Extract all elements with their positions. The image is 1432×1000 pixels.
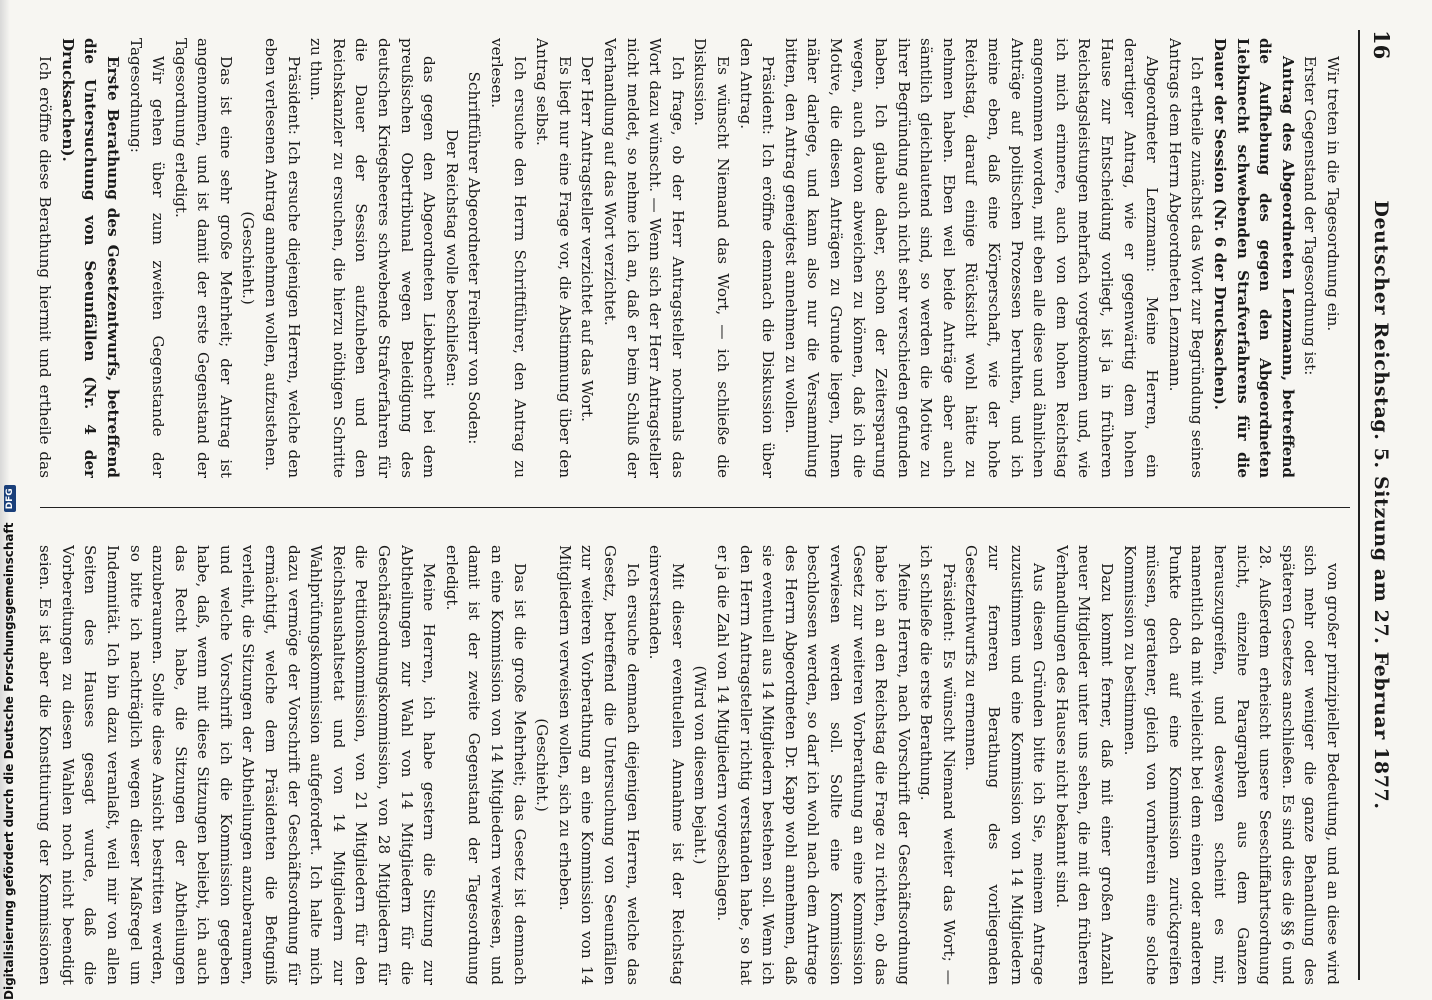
- paragraph: (Wird von diesem bejaht.): [691, 665, 710, 865]
- paragraph: Es liegt nur eine Frage vor, die Abstimmung über den Antrag selbst.: [533, 38, 574, 478]
- paragraph: Ich eröffne diese Berathung hiermit und ertheile das: [36, 56, 55, 478]
- right-column: [34, 545, 1344, 985]
- paragraph: Das ist die große Mehrheit; das Gesetz ist demnach an eine Kommission von 14 Mitgliedern verwiesen, und damit ist der zweite Gegenstand der Tagesordnung erledigt.: [442, 545, 529, 985]
- paragraph: Meine Herren, nach Vorschrift der Geschäftsordnung habe ich an den Reichstag die Frage zu richten, ob das Gesetz zur weiteren Vorberathung an eine Kommission verwiesen werden soll. Sollte eine Kommission beschlossen werden, so darf ich wohl nach dem Antrage des Herrn Abgeordneten Dr. Kapp wohl annehmen, daß sie eventuell aus 14 Mitgliedern bestehen soll. Wenn ich den Herrn Antragsteller richtig verstanden habe, so hat er ja die Zahl von 14 Mitgliedern vorgeschlagen.: [713, 545, 913, 985]
- paragraph: Es wünscht Niemand das Wort, — ich schließe die Diskussion.: [691, 38, 732, 478]
- column-divider: [40, 507, 1350, 508]
- printed-page: [16, 0, 1416, 1000]
- paragraph: (Geschieht.): [533, 718, 552, 812]
- paragraph: Ich ersuche demnach diejenigen Herren, welche das Gesetz, betreffend die Untersuchung von Seeunfällen zur weiteren Vorberathung an eine Kommission von 14 Mitgliedern verweisen wollen, sich zu erheben.: [555, 545, 642, 985]
- paragraph: Erster Gegenstand der Tagesordnung ist:: [1301, 56, 1320, 376]
- paragraph: Präsident: Ich eröffne demnach die Diskussion über den Antrag.: [736, 38, 778, 478]
- paragraph: Ich ertheile zunächst das Wort zur Begründung seines Antrags dem Herrn Abgeordneten Lenzmann.: [1165, 38, 1207, 478]
- digitization-credit: [2, 0, 24, 1000]
- paragraph: Dazu kommt ferner, daß mit einer großen Anzahl neuer Mitglieder unter uns sehen, die mit den früheren Verhandlungen des Hauses nicht bekannt sind.: [1052, 545, 1117, 985]
- paragraph: Ich frage, ob der Herr Antragsteller nochmals das Wort dazu wünscht. — Wenn sich der Herr Antragsteller nicht meldet, so nehme ich an, daß er beim Schluß der Verhandlung auf das Wort verzichtet.: [601, 38, 687, 478]
- paragraph: Wir gehen über zum zweiten Gegenstande der Tagesordnung:: [126, 38, 168, 478]
- paragraph: Das ist eine sehr große Mehrheit; der Antrag ist angenommen, und ist damit der erste Gegenstand der Tagesordnung erledigt.: [171, 38, 235, 478]
- paragraph: Schriftführer Abgeordneter Freiherr von Soden:: [465, 71, 484, 445]
- left-column: [34, 38, 1344, 478]
- dfg-logo: DFG: [4, 485, 16, 512]
- credit-text: Digitalisierung gefördert durch die Deutsche Forschungsgemeinschaft: [2, 522, 16, 1000]
- header-rule: [1358, 30, 1360, 980]
- paragraph: Ich ersuche den Herrn Schriftführer, den Antrag zu verlesen.: [488, 38, 529, 478]
- paragraph: Mit dieser eventuellen Annahme ist der Reichstag einverstanden.: [646, 545, 687, 985]
- paragraph: Präsident: Es wünscht Niemand weiter das Wort; — ich schließe die erste Berathung.: [917, 545, 958, 985]
- paragraph: Antrag des Abgeordneten Lenzmann, betreffend die Aufhebung des gegen den Abgeordneten Liebknecht schwebenden Strafverfahrens für die Dauer der Session (Nr. 6 der Drucksachen).: [1211, 38, 1297, 478]
- paragraph: Der Reichstag wolle beschließen:: [442, 129, 461, 387]
- paragraph: Abgeordneter Lenzmann: Meine Herren, ein derartiger Antrag, wie er gegenwärtig dem hohen Hause zur Entscheidung vorliegt, ist ja in früheren Reichstagsleistungen mehrfach vorgekommen und, wie ich mich erinnere, auch von dem hohen Reichstag angenommen worden, mit eben alle diese und ähnlichen Anträge auf politischen Prozessen beruhten, und ich meine eben, daß eine Körperschaft, wie der hohe Reichstag, darauf einige Rücksicht wohl hätte zu nehmen haben. Eben weil beide Anträge aber auch sämtlich gleichlautend sind, so werden die Motive zu ihrer Begründung auch nicht sehr verschieden gefunden haben. Ich glaube daher, schon der Zeitersparung wegen, auch davon abweichen zu können, daß ich die Motive, die diesen Anträgen zu Grunde liegen, Ihnen näher darlege, und kann also nur die Versammlung bitten, den Antrag geneigtest annehmen zu wollen.: [781, 38, 1162, 478]
- paragraph: (Geschieht.): [239, 211, 258, 305]
- paragraph: Wir treten in die Tagesordnung ein.: [1324, 56, 1342, 332]
- page-header: [1364, 30, 1394, 980]
- paragraph: Meine Herren, ich habe gestern die Sitzung zur Abtheilungen zur Wahl von 14 Mitgliedern für die Geschäftsordnungskommission, von 28 Mitgliedern für die Petitionskommission, von 21 Mitgliedern für den Reichshaushaltsetat und von 14 Mitgliedern zur Wahlprüfungskommission aufgefordert. Ich halte mich dazu vermöge der Vorschrift der Geschäftsordnung für ermächtigt, welche dem Präsidenten die Befugniß verleiht, die Sitzungen der Abtheilungen anzuberaumen, und welche Vorschrift ich die Kommission gegeben habe, daß, wenn mit diese Sitzungen beliebt, ich auch das Recht habe, die Sitzungen der Abtheilungen anzuberaumen. Sollte diese Ansicht bestritten werden, so bitte ich nachträglich wegen dieser Maßregel um Indemnität. Ich bin dazu veranlaßt, weil mir von allen Seiten des Hauses gesagt wurde, daß die Vorbereitungen zu diesen Wahlen noch nicht beendigt seien. Es ist aber die Konstituirung der Kommissionen: [36, 545, 439, 985]
- paragraph: Erste Berathung des Gesetzentwurfs, betreffend die Untersuchung von Seeunfällen (Nr. 4 der Drucksachen).: [58, 38, 122, 478]
- paragraph: von großer prinzipieller Bedeutung, und an diese wird sich mehr oder weniger die ganze Behandlung des späteren Gesetzes anschließen. Es sind dies die §§ 6 und 28. Außerdem erheischt unsere Seeschiffahrtsordnung nicht, einzelne Paragraphen aus dem Ganzen herauszugreifen, und deswegen scheint es mir, namentlich da mit vielleicht bei dem einen oder anderen Punkte doch auf eine Kommission zurückgreifen müssen, geratener, gleich von vornherein eine solche Kommission zu bestimmen.: [1120, 545, 1342, 985]
- paragraph: Präsident: Ich ersuche diejenigen Herren, welche den eben verlesenen Antrag annehmen wollen, aufzustehen.: [262, 38, 303, 478]
- running-title: Deutscher Reichstag. 5. Sitzung am 27. Februar 1877.: [1370, 200, 1392, 810]
- paragraph: das gegen den Abgeordneten Liebknecht bei dem preußischen Obertribunal wegen Beleidigung des deutschen Kriegsheeres schwebende Strafverfahren für die Dauer der Session aufzuheben und den Reichskanzler zu ersuchen, die hierzu nöthigen Schritte zu thun.: [307, 38, 439, 478]
- paragraph: Aus diesen Gründen bitte ich Sie, meinem Antrage zuzustimmen und eine Kommission von 14 Mitgliedern zur ferneren Berathung des vorliegenden Gesetzentwurfs zu ernennen.: [962, 545, 1049, 985]
- paragraph: Der Herr Antragsteller verzichtet auf das Wort.: [578, 56, 597, 422]
- page-number: 16: [1369, 30, 1394, 60]
